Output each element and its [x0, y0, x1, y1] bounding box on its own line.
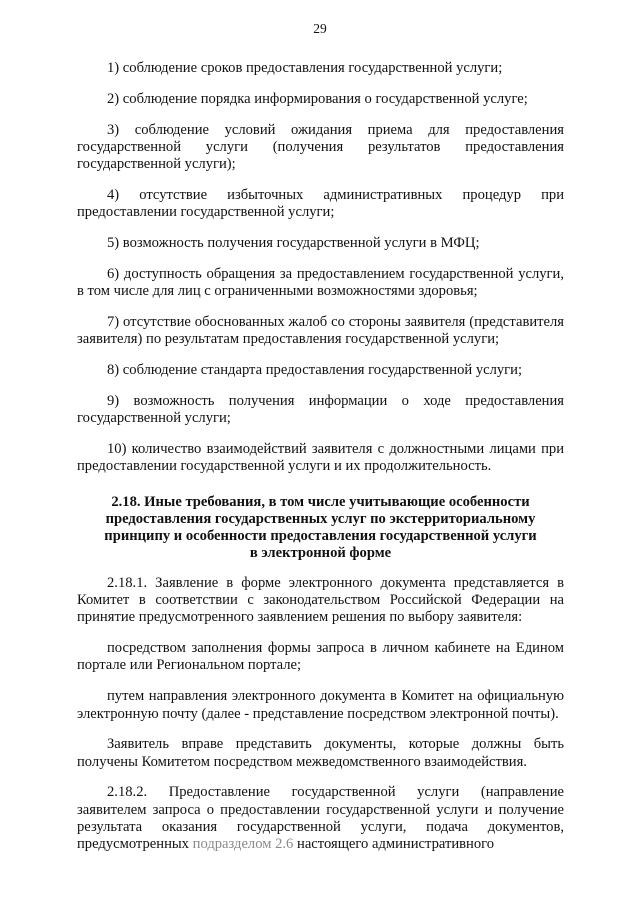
section-paragraph-1: 2.18.1. Заявление в форме электронного документа представляется в Комитет в соответствии с законодательством Российской Федерации на принятие предусмотренного заявлением решения по выбору заявителя: — [77, 574, 564, 626]
page-number: 29 — [313, 21, 327, 36]
section-paragraph-4: Заявитель вправе представить документы, которые должны быть получены Комитетом посредством межведомственного взаимодействия. — [77, 736, 564, 770]
section-heading-line-2: предоставления государственных услуг по экстерриториальному — [105, 510, 536, 527]
section-paragraph-2: посредством заполнения формы запроса в личном кабинете на Едином портале или Региональном портале; — [77, 640, 564, 674]
criteria-item-2: 2) соблюдение порядка информирования о государственной услуге; — [107, 90, 528, 107]
criteria-item-9: 9) возможность получения информации о ходе предоставления государственной услуги; — [77, 392, 564, 427]
criteria-item-8: 8) соблюдение стандарта предоставления государственной услуги; — [107, 362, 523, 379]
criteria-item-5: 5) возможность получения государственной услуги в МФЦ; — [107, 235, 480, 252]
section-heading-line-3: принципу и особенности предоставления государственной услуги — [104, 528, 537, 545]
section-paragraph-5 — [77, 784, 564, 853]
section-heading-line-4: в электронной форме — [249, 545, 392, 562]
criteria-item-6: 6) доступность обращения за предоставлением государственной услуги, в том числе для лиц с ограниченными возможностями здоровья; — [77, 265, 564, 300]
document-body — [77, 60, 564, 867]
criteria-item-1: 1) соблюдение сроков предоставления государственной услуги; — [107, 60, 503, 76]
criteria-item-7: 7) отсутствие обоснованных жалоб со стороны заявителя (представителя заявителя) по результатам предоставления государственной услуги; — [77, 313, 564, 348]
section-paragraph-3: путем направления электронного документа в Комитет на официальную электронную почту (далее - представление посредством электронной почты). — [77, 688, 564, 722]
criteria-item-4: 4) отсутствие избыточных административных процедур при предоставлении государственной услуги; — [77, 186, 564, 221]
paragraph-text-after-link: настоящего административного — [297, 836, 495, 853]
paragraph-text-before-link: 2.18.2. Предоставление государственной услуги (направление заявителем запроса о предоставлении государственной услуги и получение результата оказания государственной услуги, подача документов, предусмотренных — [77, 784, 564, 853]
criteria-item-3: 3) соблюдение условий ожидания приема для предоставления государственной услуги (получения результатов предоставления государственной услуги); — [77, 121, 564, 173]
section-heading — [77, 494, 564, 563]
section-heading-line-1: 2.18. Иные требования, в том числе учитывающие особенности — [111, 493, 530, 510]
criteria-item-10: 10) количество взаимодействий заявителя с должностными лицами при предоставлении государственной услуги и их продолжительность. — [77, 440, 564, 475]
subsection-link[interactable]: подразделом 2.6 — [192, 836, 294, 853]
